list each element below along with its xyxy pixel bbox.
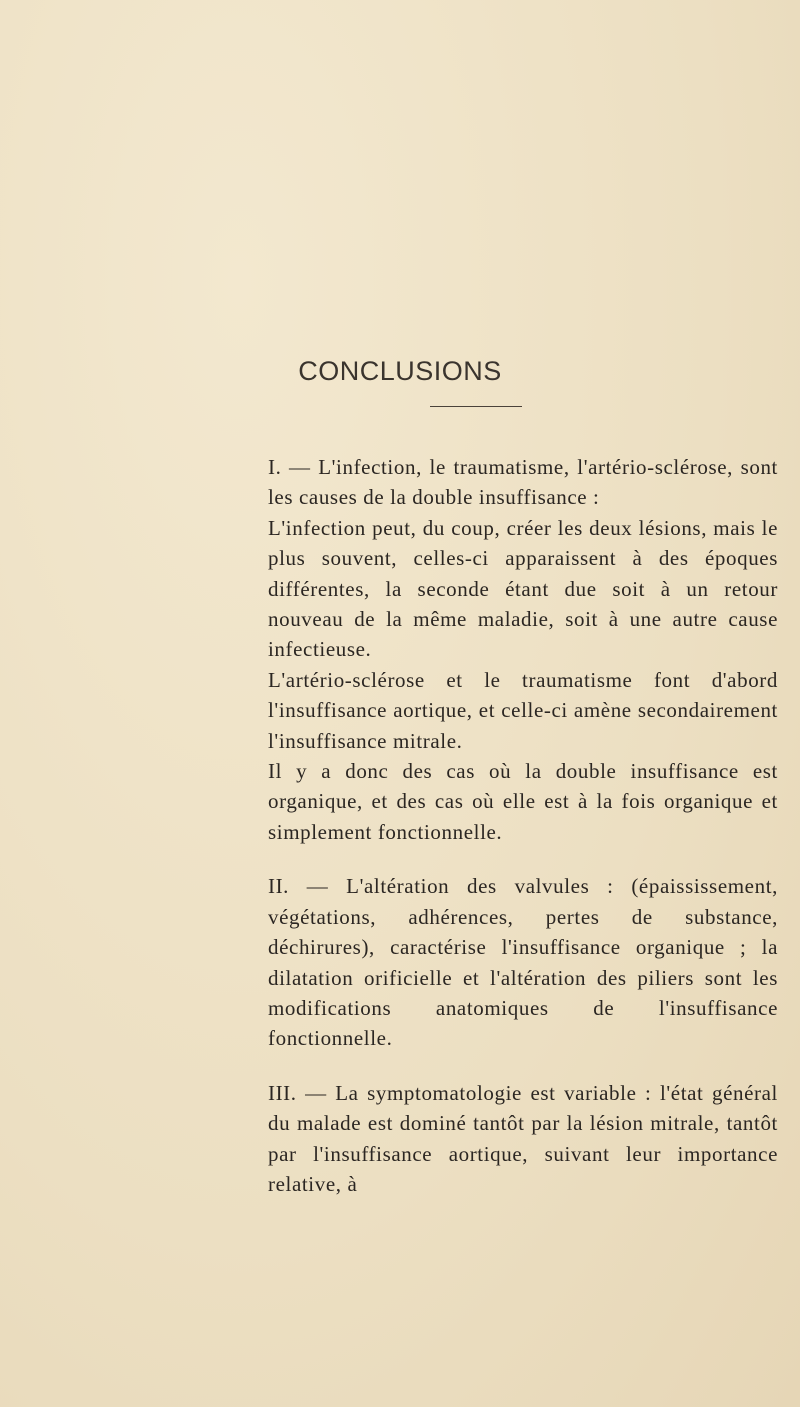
section-1-paragraph-1: I. — L'infection, le traumatisme, l'artério-sclérose, sont les causes de la double insuffisance : <box>268 455 778 510</box>
page-title: CONCLUSIONS <box>298 356 502 386</box>
title-divider <box>430 406 522 407</box>
section-1-paragraph-2: L'infection peut, du coup, créer les deux lésions, mais le plus souvent, celles-ci apparaissent à des époques différentes, la seconde étant due soit à un retour nouveau de la même maladie, soit à une autre cause infectieuse. <box>268 515 778 662</box>
section-1-paragraph-3: L'artério-sclérose et le traumatisme font d'abord l'insuffisance aortique, et celle-ci amène secondairement l'insuffisance mitrale. <box>268 667 778 753</box>
section-1-paragraph-4: Il y a donc des cas où la double insuffisance est organique, et des cas où elle est à la fois organique et simplement fonctionnelle. <box>268 759 778 844</box>
section-2-paragraph-1: II. — L'altération des valvules : (épaississement, végétations, adhérences, pertes de substance, déchirures), caractérise l'insuffisance organique ; la dilatation orificielle et l'altération des piliers sont les modifications anatomiques de l'insuffisance fonctionnelle. <box>268 874 778 1051</box>
section-3-paragraph-1: III. — La symptomatologie est variable : l'état général du malade est dominé tantôt par la lésion mitrale, tantôt par l'insuffisance aortique, suivant leur importance relative, à <box>268 1080 778 1196</box>
body-text <box>268 452 778 1199</box>
